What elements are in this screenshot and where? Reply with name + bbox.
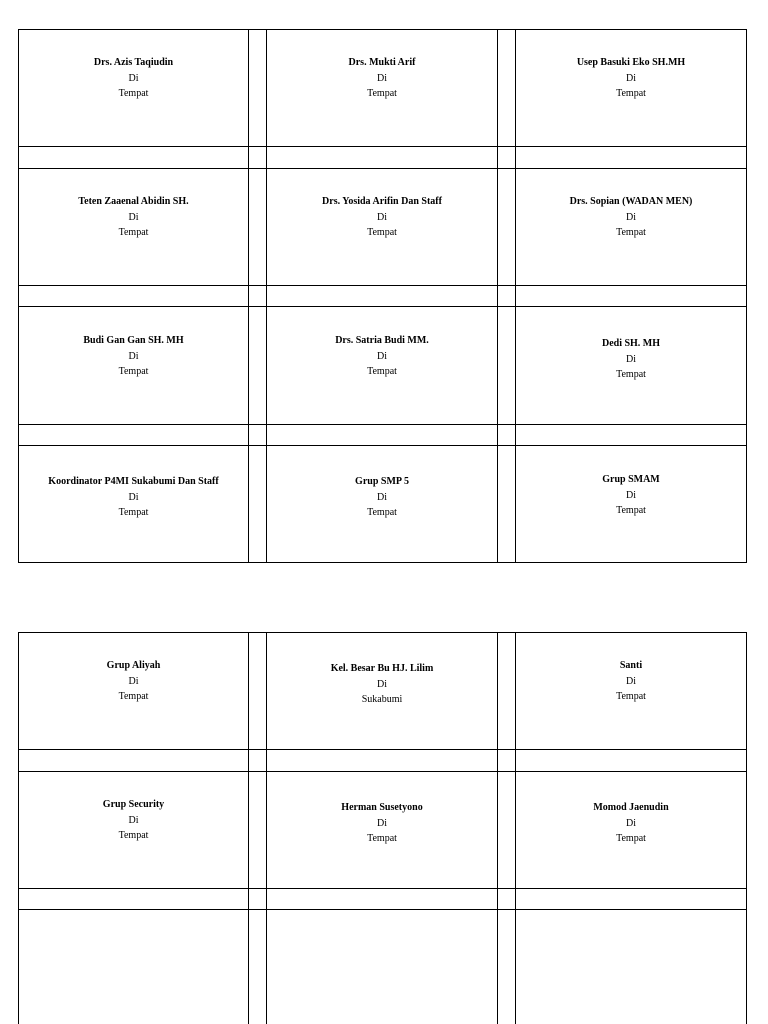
recipient-name: Momod Jaenudin: [593, 802, 669, 813]
recipient-place: Tempat: [616, 88, 646, 99]
address-label: [19, 658, 248, 705]
recipient-place: Tempat: [367, 366, 397, 377]
recipient-name: Drs. Sopian (WADAN MEN): [569, 196, 693, 207]
recipient-name: Drs. Mukti Arif: [348, 57, 416, 68]
grid-line: [497, 632, 498, 1024]
recipient-place: Tempat: [118, 830, 149, 841]
recipient-name: Kel. Besar Bu HJ. Lilim: [330, 663, 434, 674]
recipient-di: Di: [128, 814, 139, 826]
address-label: [19, 797, 248, 844]
grid-line: [18, 146, 747, 147]
address-label: [19, 55, 248, 102]
address-label: [267, 800, 497, 847]
recipient-place: Tempat: [616, 369, 646, 380]
recipient-name: Grup SMP 5: [355, 476, 409, 487]
recipient-name: Teten Zaaenal Abidin SH.: [78, 196, 189, 207]
address-label: [267, 661, 497, 708]
recipient-name: Dedi SH. MH: [601, 338, 661, 349]
grid-line: [746, 29, 747, 563]
recipient-di: Di: [377, 678, 387, 690]
recipient-place: Sukabumi: [361, 694, 403, 705]
recipient-di: Di: [377, 817, 387, 829]
address-label: [267, 194, 497, 241]
recipient-di: Di: [626, 72, 636, 84]
address-label: [516, 336, 746, 383]
address-label: [516, 658, 746, 705]
grid-line: [248, 29, 249, 563]
recipient-name: Drs. Yosida Arifin Dan Staff: [322, 196, 442, 207]
recipient-name: Drs. Satria Budi MM.: [335, 335, 429, 346]
address-label: [19, 474, 248, 521]
recipient-di: Di: [377, 72, 387, 84]
recipient-place: Tempat: [616, 505, 646, 516]
grid-line: [18, 632, 747, 633]
recipient-di: Di: [626, 817, 636, 829]
grid-line: [18, 29, 747, 30]
address-label: [267, 55, 497, 102]
recipient-name: Grup SMAM: [602, 474, 660, 485]
recipient-place: Tempat: [367, 507, 397, 518]
recipient-di: Di: [128, 675, 139, 687]
recipient-name: Budi Gan Gan SH. MH: [83, 335, 184, 346]
recipient-di: Di: [626, 211, 636, 223]
recipient-di: Di: [377, 491, 387, 503]
recipient-di: Di: [626, 489, 636, 501]
recipient-place: Tempat: [616, 227, 646, 238]
recipient-di: Di: [377, 211, 387, 223]
recipient-name: Grup Aliyah: [106, 660, 161, 671]
address-label: [516, 800, 746, 847]
grid-line: [18, 749, 747, 750]
recipient-place: Tempat: [118, 691, 149, 702]
recipient-place: Tempat: [118, 227, 149, 238]
grid-line: [746, 632, 747, 1024]
recipient-di: Di: [626, 675, 636, 687]
recipient-name: Santi: [619, 660, 643, 671]
recipient-place: Tempat: [118, 366, 149, 377]
recipient-di: Di: [626, 353, 636, 365]
recipient-place: Tempat: [367, 88, 397, 99]
recipient-place: Tempat: [616, 833, 646, 844]
grid-line: [18, 424, 747, 425]
grid-line: [248, 632, 249, 1024]
address-label: [267, 333, 497, 380]
recipient-place: Tempat: [367, 227, 397, 238]
recipient-name: Koordinator P4MI Sukabumi Dan Staff: [48, 476, 219, 487]
grid-line: [18, 168, 747, 169]
address-label: [516, 194, 746, 241]
recipient-di: Di: [128, 211, 139, 223]
grid-line: [497, 29, 498, 563]
recipient-di: Di: [128, 491, 139, 503]
address-label: [516, 55, 746, 102]
grid-line: [18, 888, 747, 889]
grid-line: [18, 909, 747, 910]
address-label: [19, 194, 248, 241]
recipient-name: Drs. Azis Taqiudin: [93, 57, 174, 68]
recipient-name: Grup Security: [102, 799, 165, 810]
grid-line: [18, 306, 747, 307]
grid-line: [18, 562, 747, 563]
recipient-place: Tempat: [616, 691, 646, 702]
recipient-place: Tempat: [118, 88, 149, 99]
recipient-di: Di: [377, 350, 387, 362]
grid-line: [18, 445, 747, 446]
recipient-di: Di: [128, 350, 139, 362]
grid-line: [18, 285, 747, 286]
address-label: [267, 474, 497, 521]
recipient-di: Di: [128, 72, 139, 84]
address-label: [19, 333, 248, 380]
recipient-name: Herman Susetyono: [341, 802, 423, 813]
grid-line: [18, 771, 747, 772]
recipient-name: Usep Basuki Eko SH.MH: [576, 57, 686, 68]
recipient-place: Tempat: [367, 833, 397, 844]
recipient-place: Tempat: [118, 507, 149, 518]
address-label: [516, 472, 746, 519]
